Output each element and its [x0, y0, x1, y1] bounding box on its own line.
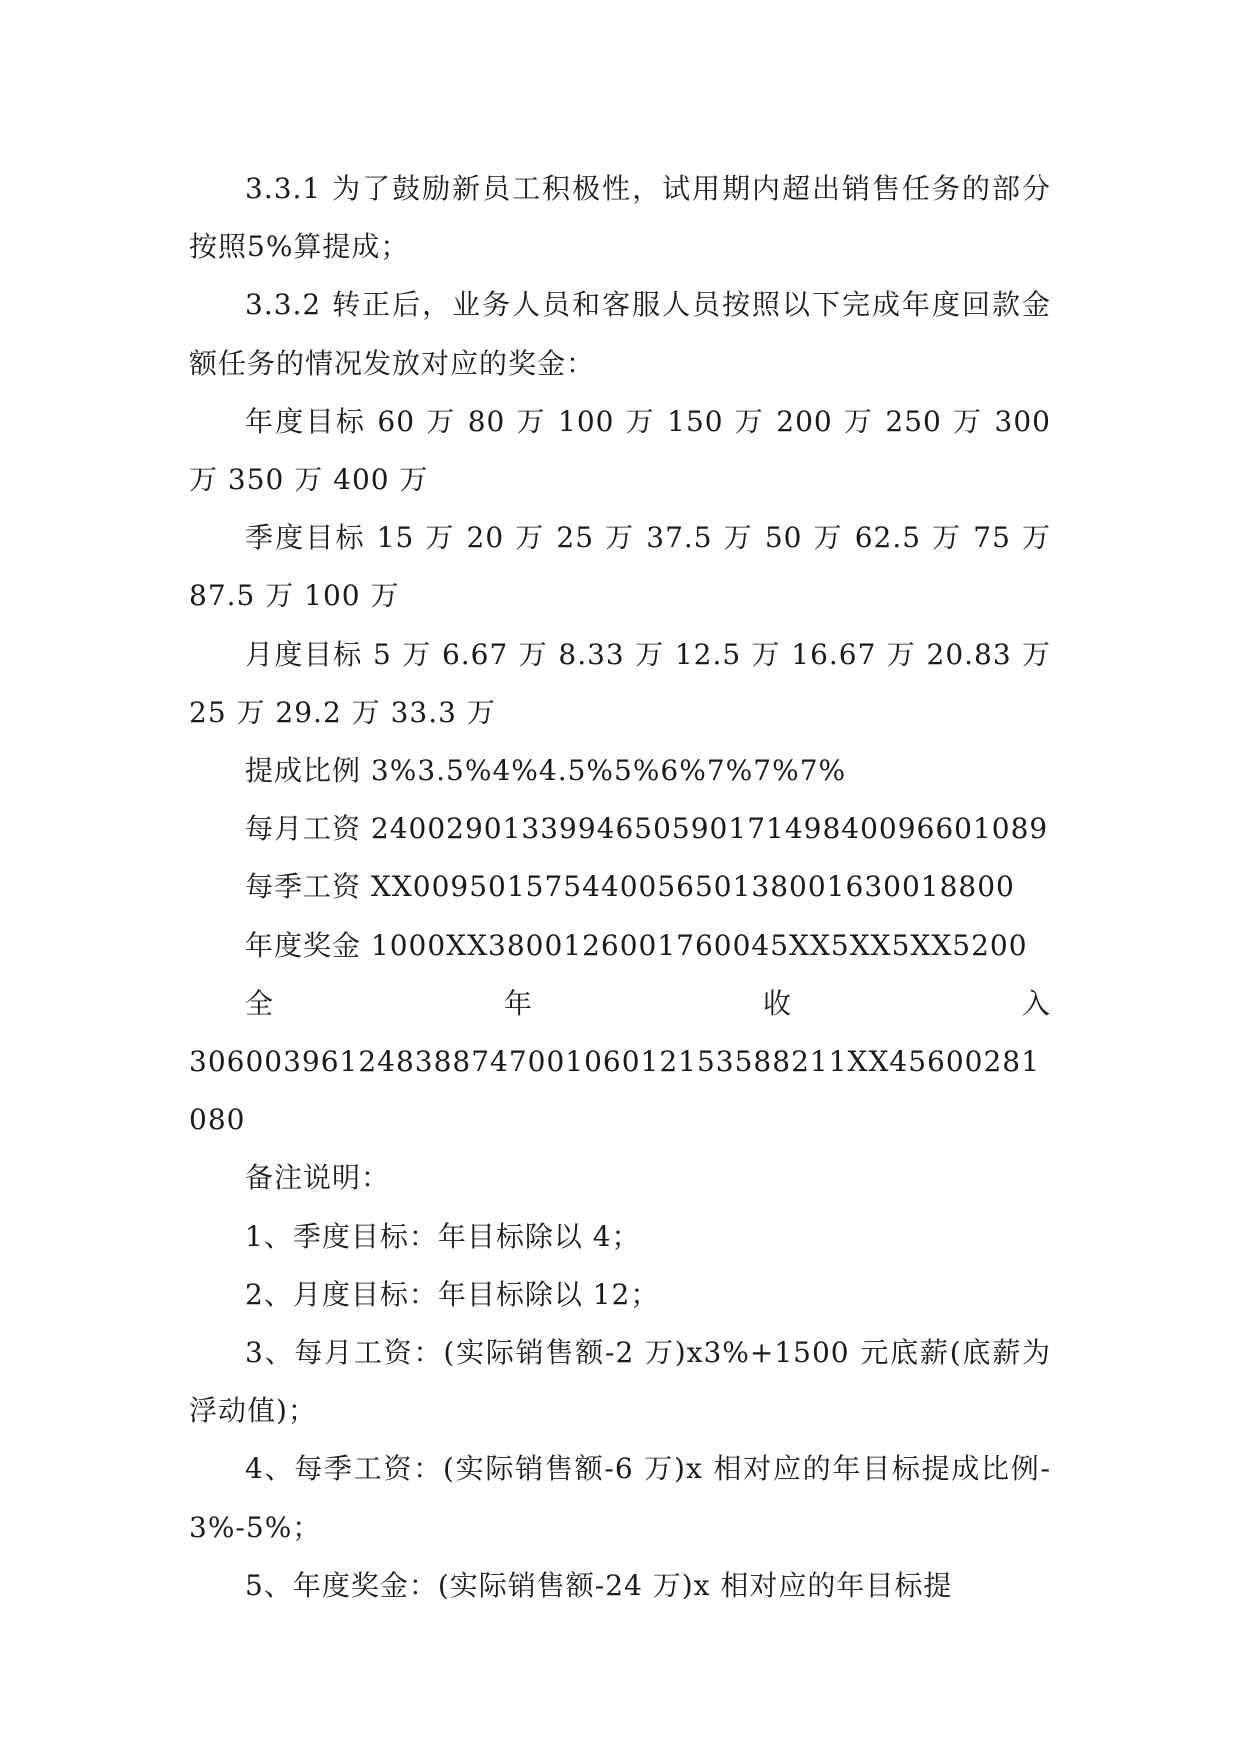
note-5: 5、年度奖金：(实际销售额-24 万)x 相对应的年目标提: [245, 1568, 953, 1602]
annual-target-row: 年度目标 60 万 80 万 100 万 150 万 200 万 250 万 300 万 350 万 400 万: [189, 404, 1051, 497]
paragraph-3-3-1: 3.3.1 为了鼓励新员工积极性，试用期内超出销售任务的部分按照5%算提成；: [189, 172, 1051, 264]
annual-income-values: 30600396124838874700106012153588211XX45600281080: [189, 1045, 1040, 1137]
note-2: 2、月度目标：年目标除以 12；: [245, 1277, 660, 1311]
note-1: 1、季度目标：年目标除以 4；: [245, 1219, 641, 1253]
commission-rate-row: 提成比例 3%3.5%4%4.5%5%6%7%7%7%: [245, 754, 847, 788]
notes-heading: 备注说明：: [245, 1161, 391, 1195]
note-4: 4、每季工资：(实际销售额-6 万)x 相对应的年目标提成比例-3%-5%；: [189, 1452, 1051, 1544]
quarterly-target-row: 季度目标 15 万 20 万 25 万 37.5 万 50 万 62.5 万 75 万 87.5 万 100 万: [189, 521, 1051, 613]
note-3: 3、每月工资：(实际销售额-2 万)x3%+1500 元底薪(底薪为浮动值)；: [189, 1336, 1051, 1428]
monthly-salary-row: 每月工资 240029013399465059017149840096601089: [245, 812, 1049, 846]
document-body: [189, 160, 1051, 1615]
annual-bonus-row: 年度奖金 1000XX3800126001760045XX5XX5XX5200: [245, 928, 1028, 962]
paragraph-3-3-2: 3.3.2 转正后，业务人员和客服人员按照以下完成年度回款金额任务的情况发放对应的奖金：: [189, 288, 1051, 380]
annual-income-label: 全年收入: [245, 986, 1051, 1020]
quarterly-salary-row: 每季工资 XX00950157544005650138001630018800: [245, 870, 1015, 904]
monthly-target-row: 月度目标 5 万 6.67 万 8.33 万 12.5 万 16.67 万 20.83 万 25 万 29.2 万 33.3 万: [189, 637, 1051, 729]
